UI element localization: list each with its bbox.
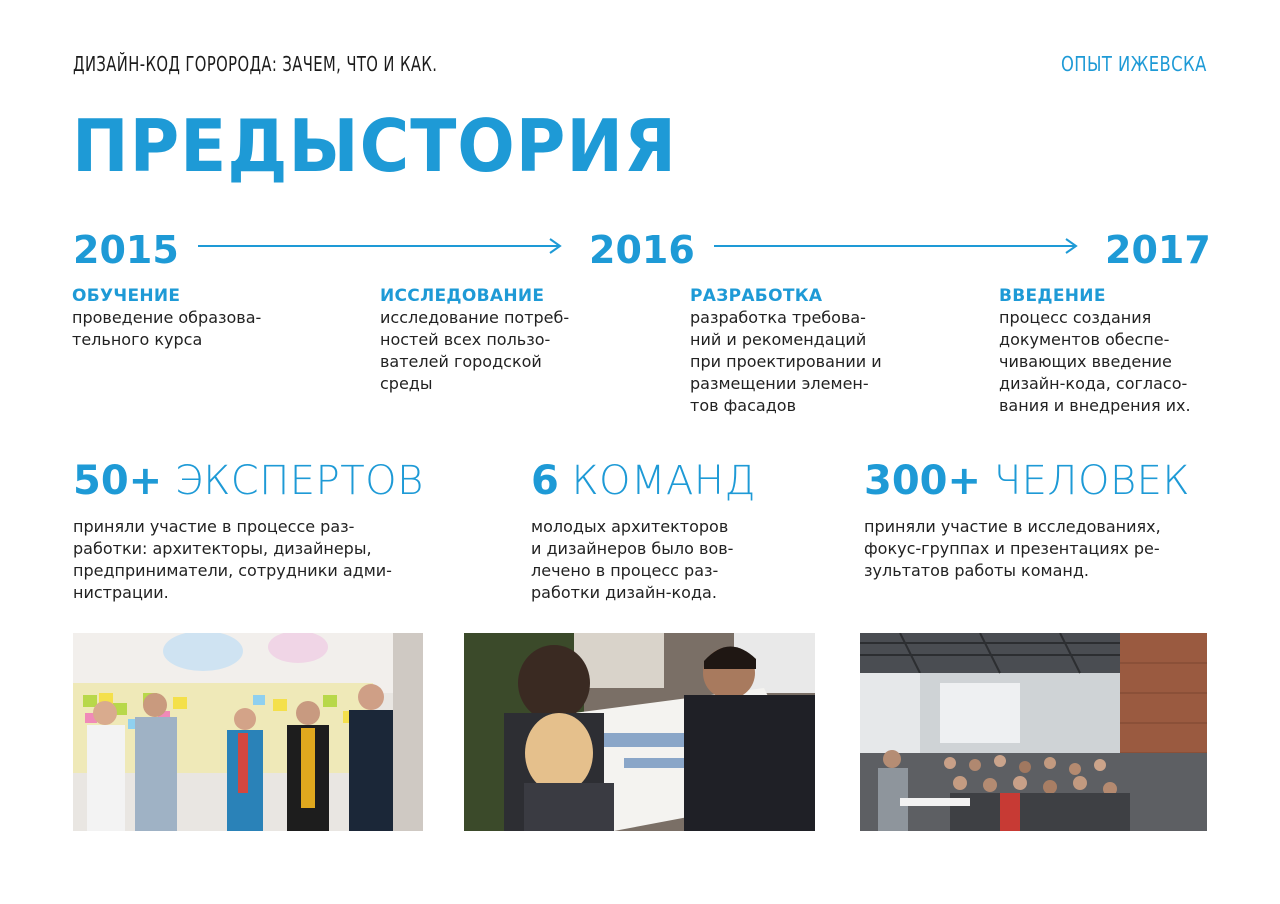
stat-heading: [73, 456, 424, 506]
stat-people: [864, 456, 1190, 582]
phase-description: проведение образова- тельного курса: [72, 308, 262, 349]
document-header-title: ДИЗАЙН-КОД ГОРОРОДА: ЗАЧЕМ, ЧТО И КАК.: [73, 52, 438, 76]
stat-description: приняли участие в процессе раз- работки: архитекторы, дизайнеры, предприниматели, сотрудники адми- нистрации.: [73, 517, 392, 602]
stat-description: молодых архитекторов и дизайнеров было вов- лечено в процесс раз- работки дизайн-кода.: [531, 517, 734, 602]
phase-description: процесс создания документов обеспе- чивающих введение дизайн-кода, согласо- вания и внедрения их.: [999, 308, 1191, 415]
document-header-subtitle: ОПЫТ ИЖЕВСКА: [1061, 52, 1207, 76]
timeline-year-2015: 2015: [73, 228, 179, 272]
stat-heading: [864, 456, 1190, 506]
stat-experts: [73, 456, 424, 604]
phase-description: разработка требова- ний и рекомендаций при проектировании и размещении элемен- тов фасадов: [690, 308, 882, 415]
phase-title: ОБУЧЕНИЕ: [72, 286, 181, 306]
phase-title: ИССЛЕДОВАНИЕ: [380, 286, 545, 306]
stat-number: 6: [531, 458, 559, 504]
stat-number: 50+: [73, 458, 163, 504]
timeline-year-2017: 2017: [1105, 228, 1211, 272]
stat-word: ЭКСПЕРТОВ: [174, 458, 424, 504]
photo-team-work: [464, 633, 815, 831]
stat-word: ЧЕЛОВЕК: [993, 458, 1190, 504]
stat-teams: [531, 456, 756, 604]
timeline-arrow-icon: [198, 234, 564, 258]
photo-audience-hall: [860, 633, 1207, 831]
phase-research: [380, 286, 620, 395]
phase-description: исследование потреб- ностей всех пользо- вателей городской среды: [380, 308, 570, 393]
phase-implementation: [999, 286, 1239, 417]
photo-experts-group: [73, 633, 423, 831]
phase-title: РАЗРАБОТКА: [690, 286, 823, 306]
phase-development: [690, 286, 930, 417]
stat-heading: [531, 456, 756, 506]
page-title: ПРЕДЫСТОРИЯ: [72, 104, 677, 188]
timeline-year-2016: 2016: [589, 228, 695, 272]
stat-number: 300+: [864, 458, 982, 504]
stat-description: приняли участие в исследованиях, фокус-группах и презентациях ре- зультатов работы команд.: [864, 517, 1161, 580]
phase-title: ВВЕДЕНИЕ: [999, 286, 1106, 306]
phase-training: [72, 286, 312, 351]
stat-word: КОМАНД: [571, 458, 757, 504]
timeline-arrow-icon: [714, 234, 1080, 258]
